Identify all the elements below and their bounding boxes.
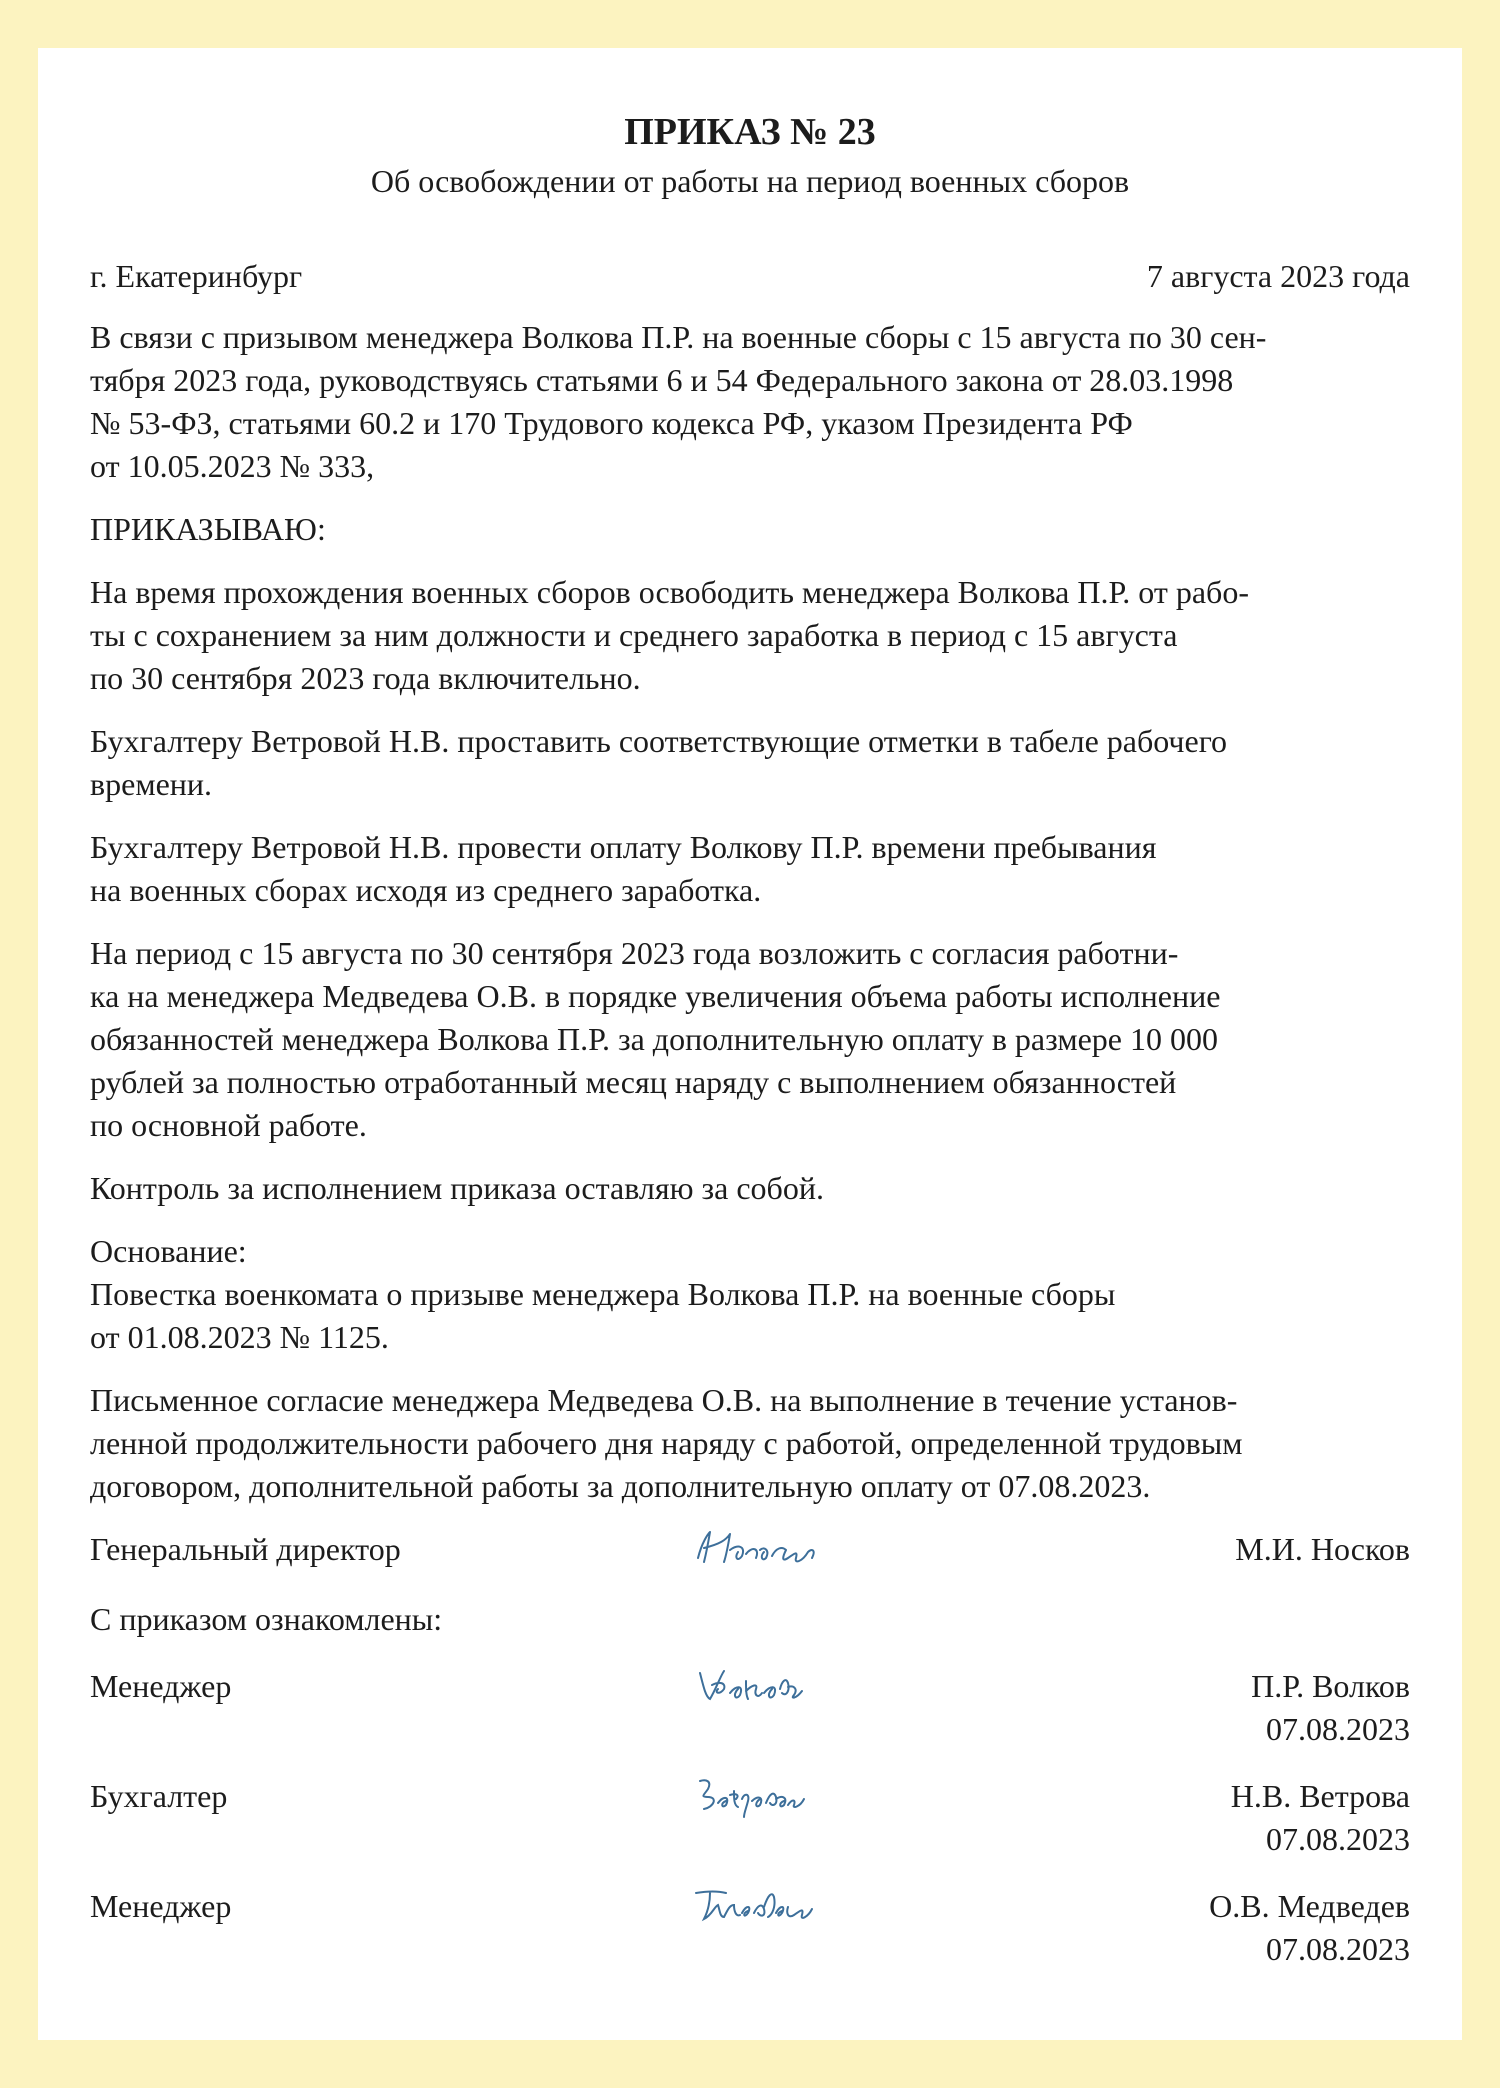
preamble-line: от 10.05.2023 № 333, (90, 448, 375, 484)
item-line: ка на менеджера Медведева О.В. в порядке увеличения объема работы исполнение (90, 978, 1221, 1014)
order-item-1 (90, 571, 1410, 700)
consent-line: Письменное согласие менеджера Медведева О.В. на выполнение в течение установ- (90, 1382, 1238, 1418)
order-date: 7 августа 2023 года (1146, 258, 1410, 294)
control-clause: Контроль за исполнением приказа оставляю за собой. (90, 1170, 824, 1206)
basis-label: Основание: (90, 1233, 247, 1269)
signatory-signature (690, 1659, 890, 1709)
acknowledged-label: С приказом ознакомлены: (90, 1601, 443, 1637)
signatory-name-date (1231, 1775, 1410, 1861)
signatory-position: Менеджер (90, 1668, 232, 1704)
signatory-signature (690, 1769, 890, 1819)
item-line: ты с сохранением за ним должности и среднего заработка в период с 15 августа (90, 617, 1178, 653)
order-subtitle: Об освобождении от работы на период военных сборов (370, 163, 1130, 199)
signatory-name: Н.В. Ветрова (1230, 1778, 1410, 1814)
basis-line: Повестка военкомата о призыве менеджера Волкова П.Р. на военные сборы (90, 1276, 1116, 1312)
signatory-row (90, 1885, 1410, 1995)
signatory-date: 07.08.2023 (1266, 1821, 1410, 1857)
order-item-4 (90, 932, 1410, 1147)
signatory-position: Бухгалтер (90, 1778, 228, 1814)
signatory-name-date (1251, 1665, 1410, 1751)
item-line: На период с 15 августа по 30 сентября 2023 года возложить с согласия работни- (90, 935, 1179, 971)
item-line: Бухгалтеру Ветровой Н.В. провести оплату Волкову П.Р. времени пребывания (90, 829, 1157, 865)
document-page (38, 48, 1462, 2040)
document-content (90, 108, 1410, 1995)
signatory-row (90, 1775, 1410, 1885)
signatory-signature (690, 1879, 890, 1929)
item-line: времени. (90, 766, 213, 802)
item-line: по основной работе. (90, 1107, 367, 1143)
director-signature-row (90, 1528, 1410, 1592)
preamble-line: В связи с призывом менеджера Волкова П.Р. на военные сборы с 15 августа по 30 сен- (90, 319, 1267, 355)
item-line: На время прохождения военных сборов освободить менеджера Волкова П.Р. от рабо- (90, 574, 1249, 610)
item-line: рублей за полностью отработанный месяц наряду с выполнением обязанностей (90, 1064, 1177, 1100)
director-name: М.И. Носков (1235, 1531, 1410, 1567)
signatory-date: 07.08.2023 (1266, 1931, 1410, 1967)
basis-line: от 01.08.2023 № 1125. (90, 1319, 389, 1355)
preamble-line: № 53-ФЗ, статьями 60.2 и 170 Трудового кодекса РФ, указом Президента РФ (90, 405, 1133, 441)
signatory-date: 07.08.2023 (1266, 1711, 1410, 1747)
place-date-row (90, 255, 1410, 298)
consent-line: договором, дополнительной работы за дополнительную оплату от 07.08.2023. (90, 1468, 1151, 1504)
item-line: на военных сборах исходя из среднего заработка. (90, 872, 762, 908)
director-position: Генеральный директор (90, 1531, 401, 1567)
signatory-row (90, 1665, 1410, 1775)
signatory-name-date (1209, 1885, 1410, 1971)
signatory-position: Менеджер (90, 1888, 232, 1924)
consent (90, 1379, 1410, 1508)
order-city: г. Екатеринбург (90, 258, 303, 294)
item-line: обязанностей менеджера Волкова П.Р. за дополнительную оплату в размере 10 000 (90, 1021, 1218, 1057)
basis (90, 1230, 1410, 1359)
order-item-3 (90, 826, 1410, 912)
preamble-line: тября 2023 года, руководствуясь статьями 6 и 54 Федерального закона от 28.03.1998 (90, 362, 1234, 398)
item-line: Бухгалтеру Ветровой Н.В. проставить соответствующие отметки в табеле рабочего (90, 723, 1228, 759)
order-item-2 (90, 720, 1410, 806)
consent-line: ленной продолжительности рабочего дня наряду с работой, определенной трудовым (90, 1425, 1243, 1461)
signatory-name: О.В. Медведев (1209, 1888, 1410, 1924)
signatory-name: П.Р. Волков (1251, 1668, 1410, 1704)
preamble (90, 316, 1410, 488)
order-title: ПРИКАЗ № 23 (624, 111, 876, 153)
director-signature (690, 1522, 890, 1572)
item-line: по 30 сентября 2023 года включительно. (90, 660, 641, 696)
order-word: ПРИКАЗЫВАЮ: (90, 511, 326, 547)
